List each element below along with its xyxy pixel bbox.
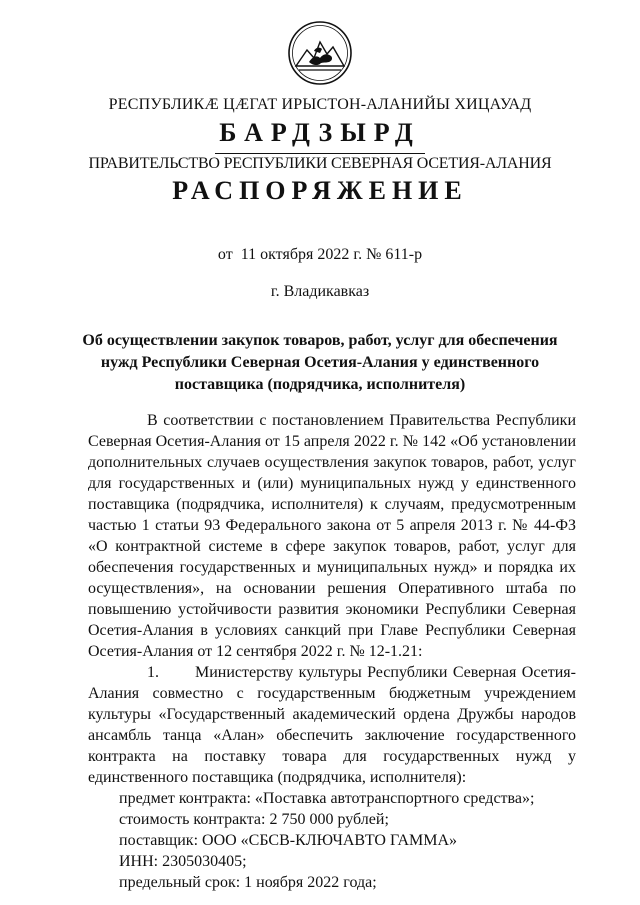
contract-details xyxy=(88,788,576,893)
coat-of-arms-icon xyxy=(287,20,353,86)
republic-ossetian-heading: РЕСПУБЛИКӔ ЦӔГАТ ИРЫСТОН-АЛАНИЙЫ ХИЦАУАД xyxy=(108,96,532,113)
contract-deadline: предельный срок: 1 ноября 2022 года; xyxy=(119,874,377,891)
contract-inn: ИНН: 2305030405; xyxy=(119,853,247,870)
clause-number: 1. xyxy=(147,664,159,681)
title-line: Об осуществлении закупок товаров, работ, услуг для обеспечения xyxy=(82,332,558,349)
contract-supplier: поставщик: ООО «СБСВ-КЛЮЧАВТО ГАММА» xyxy=(119,832,458,849)
contract-cost: стоимость контракта: 2 750 000 рублей; xyxy=(119,811,389,828)
title-line: нужд Республики Северная Осетия-Алания у единственного xyxy=(100,354,540,371)
title-line: поставщика (подрядчика, исполнителя) xyxy=(174,376,466,393)
preamble-paragraph: В соответствии с постановлением Правительства Республики Северная Осетия-Алания от 15 апреля 2022 г. № 142 «Об установлении дополнительных случаев осуществления закупок товаров, работ, услуг для государственных и (или) муниципальных нужд у единственного поставщика (подрядчика, исполнителя) к случаям, предусмотренным частью 1 статьи 93 Федерального закона от 5 апреля 2013 г. № 44-ФЗ «О контрактной системе в сфере закупок товаров, работ, услуг для обеспечения государственных и муниципальных нужд» и порядка их осуществления», на основании решения Оперативного штаба по повышению устойчивости развития экономики Республики Северная Осетия-Алания в условиях санкций при Главе Республики Северная Осетия-Алания от 12 сентября 2022 г. № 12-1.21: xyxy=(88,412,576,660)
order-type-heading: РАСПОРЯЖЕНИЕ xyxy=(172,176,468,205)
bardzyrd-heading: БАРДЗЫРД xyxy=(219,118,421,147)
document-date: от 11 октября 2022 г. № 611-р xyxy=(217,246,423,263)
document-city: г. Владикавказ xyxy=(270,283,370,300)
document-body xyxy=(88,410,576,893)
government-heading: ПРАВИТЕЛЬСТВО РЕСПУБЛИКИ СЕВЕРНАЯ ОСЕТИЯ-АЛАНИЯ xyxy=(88,155,552,172)
heading-divider xyxy=(215,153,425,154)
clause-text: Министерству культуры Республики Северная Осетия-Алания совместно с государственным бюджетным учреждением культуры «Государственный академический ордена Дружбы народов ансамбль танца «Алан» обеспечить заключение государственного контракта на поставку товара для государственных нужд у единственного поставщика (подрядчика, исполнителя): xyxy=(88,664,576,786)
clause-1 xyxy=(88,662,576,788)
document-title xyxy=(0,330,640,396)
contract-subject: предмет контракта: «Поставка автотранспортного средства»; xyxy=(119,790,535,807)
